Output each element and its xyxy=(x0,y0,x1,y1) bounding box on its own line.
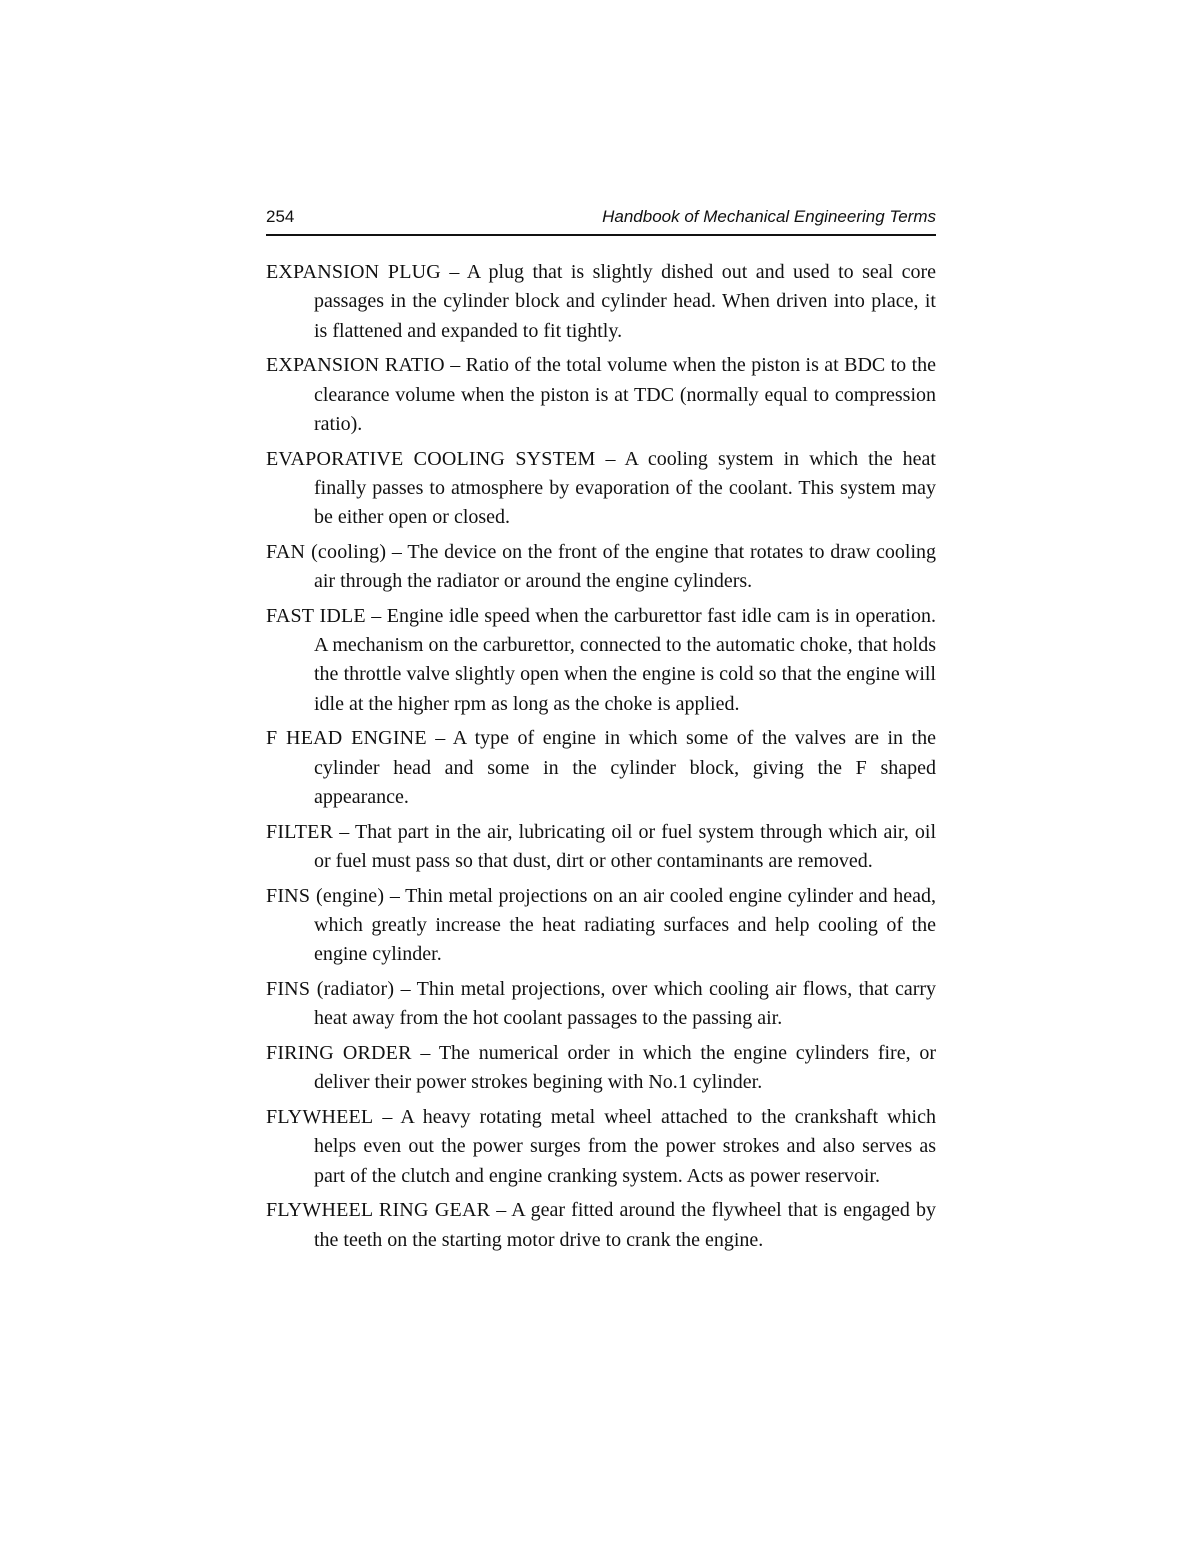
entry-term: FAST IDLE xyxy=(266,604,366,627)
entry-definition: Engine idle speed when the carburettor fast idle cam is in operation. A mechanism on the carburettor, connected to the automatic choke, that holds the throttle valve slightly open when the engine is cold so that the engine will idle at the higher rpm as long as the choke is applied. xyxy=(314,604,936,715)
entry-definition: Thin metal projections, over which cooling air flows, that carry heat away from the hot coolant passages to the passing air. xyxy=(314,977,937,1030)
glossary-entry: EVAPORATIVE COOLING SYSTEM – A cooling system in which the heat finally passes to atmosphere by evaporation of the coolant. This system may be either open or closed. xyxy=(266,447,936,529)
entry-definition: A cooling system in which the heat finally passes to atmosphere by evaporation of the coolant. This system may be either open or closed. xyxy=(314,447,936,529)
entry-definition: A gear fitted around the flywheel that is engaged by the teeth on the starting motor drive to crank the engine. xyxy=(314,1199,936,1251)
glossary-entry: FAN (cooling) – The device on the front of the engine that rotates to draw cooling air through the radiator or around the engine cylinders. xyxy=(266,540,937,593)
entry-term: FILTER xyxy=(266,820,334,843)
entry-term: FAN (cooling) xyxy=(266,540,387,563)
entry-definition: A heavy rotating metal wheel attached to the crankshaft which helps even out the power surges from the power strokes and also serves as part of the clutch and engine cranking system. Acts as power reservoir. xyxy=(314,1105,936,1187)
glossary-entry: FIRING ORDER – The numerical order in which the engine cylinders fire, or deliver their power strokes begining with No.1 cylinder. xyxy=(266,1041,937,1094)
running-head xyxy=(266,206,936,236)
page-number: 254 xyxy=(266,207,295,226)
entry-definition: Thin metal projections on an air cooled engine cylinder and head, which greatly increase the heat radiating surfaces and help cooling of the engine cylinder. xyxy=(314,884,936,966)
entry-term: F HEAD ENGINE xyxy=(266,727,427,750)
glossary-entry: FILTER – That part in the air, lubricating oil or fuel system through which air, oil or fuel must pass so that dust, dirt or other contaminants are removed. xyxy=(266,820,937,872)
glossary-entry: FLYWHEEL – A heavy rotating metal wheel attached to the crankshaft which helps even out the power surges from the power strokes and also serves as part of the clutch and engine cranking system. Acts as power reservoir. xyxy=(266,1105,936,1187)
glossary-entry: FLYWHEEL RING GEAR – A gear fitted around the flywheel that is engaged by the teeth on the starting motor drive to crank the engine. xyxy=(266,1199,936,1251)
entry-definition: The numerical order in which the engine cylinders fire, or deliver their power strokes begining with No.1 cylinder. xyxy=(314,1041,937,1094)
glossary-entry: FINS (engine) – Thin metal projections on an air cooled engine cylinder and head, which greatly increase the heat radiating surfaces and help cooling of the engine cylinder. xyxy=(266,884,936,966)
entry-term: EXPANSION PLUG xyxy=(266,261,441,283)
entry-definition: A plug that is slightly dished out and used to seal core passages in the cylinder block and cylinder head. When driven into place, it is flattened and expanded to fit tightly. xyxy=(314,261,936,342)
entry-definition: The device on the front of the engine that rotates to draw cooling air through the radiator or around the engine cylinders. xyxy=(314,540,937,593)
entry-term: FLYWHEEL RING GEAR xyxy=(266,1199,491,1222)
book-page xyxy=(266,206,936,1260)
entry-definition: That part in the air, lubricating oil or fuel system through which air, oil or fuel must pass so that dust, dirt or other contaminants are removed. xyxy=(314,820,937,872)
entry-term: EVAPORATIVE COOLING SYSTEM xyxy=(266,447,596,470)
glossary-entries xyxy=(266,258,936,1255)
entry-term: FIRING ORDER xyxy=(266,1041,412,1064)
entry-term: FINS (engine) xyxy=(266,884,385,907)
entry-term: FLYWHEEL xyxy=(266,1105,374,1128)
entry-definition: A type of engine in which some of the valves are in the cylinder head and some in the cylinder block, giving the F shaped appearance. xyxy=(314,727,936,808)
entry-term: FINS (radiator) xyxy=(266,977,395,1000)
entry-term: EXPANSION RATIO xyxy=(266,354,445,377)
glossary-entry: EXPANSION RATIO – Ratio of the total volume when the piston is at BDC to the clearance volume when the piston is at TDC (normally equal to compression ratio). xyxy=(266,354,937,435)
glossary-entry: FAST IDLE – Engine idle speed when the carburettor fast idle cam is in operation. A mechanism on the carburettor, connected to the automatic choke, that holds the throttle valve slightly open when the engine is cold so that the engine will idle at the higher rpm as long as the choke is applied. xyxy=(266,604,936,715)
glossary-entry: F HEAD ENGINE – A type of engine in which some of the valves are in the cylinder head and some in the cylinder block, giving the F shaped appearance. xyxy=(266,727,936,808)
entry-definition: Ratio of the total volume when the piston is at BDC to the clearance volume when the piston is at TDC (normally equal to compression ratio). xyxy=(314,354,937,435)
book-title: Handbook of Mechanical Engineering Terms xyxy=(602,207,936,226)
glossary-entry: FINS (radiator) – Thin metal projections, over which cooling air flows, that carry heat away from the hot coolant passages to the passing air. xyxy=(266,977,937,1030)
glossary-entry: EXPANSION PLUG – A plug that is slightly dished out and used to seal core passages in the cylinder block and cylinder head. When driven into place, it is flattened and expanded to fit tightly. xyxy=(266,261,936,342)
